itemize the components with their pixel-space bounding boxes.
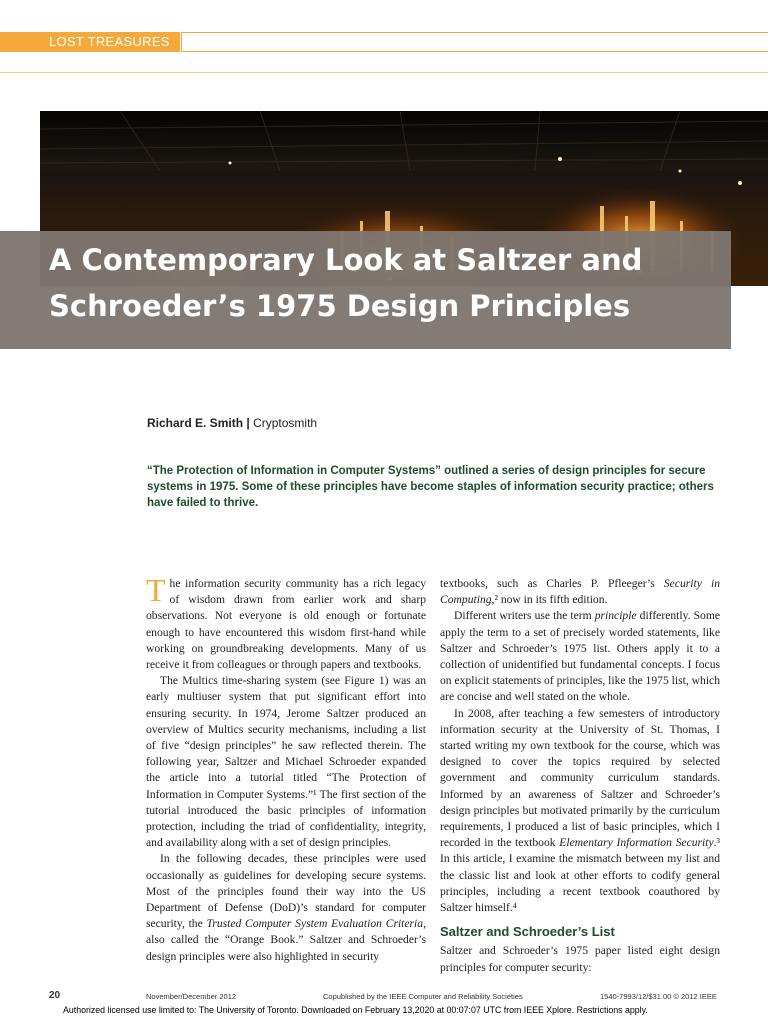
author-affiliation: Cryptosmith (253, 416, 318, 430)
license-notice: Authorized licensed use limited to: The University of Toronto. Downloaded on February 13,2020 at 00:07:07 UTC from IEEE Xplore. Restrictions apply. (63, 1005, 648, 1015)
body-column-right (440, 576, 720, 976)
issn-line: 1540-7993/12/$31.00 © 2012 IEEE (600, 992, 717, 1001)
header-rule (0, 72, 768, 73)
paragraph: textbooks, such as Charles P. Pfleeger’s Security in Computing,² now in its fifth edition. (440, 577, 720, 607)
author-separator: | (246, 416, 250, 430)
section-label: LOST TREASURES (0, 32, 180, 52)
section-rule (182, 32, 768, 33)
issue-date: November/December 2012 (146, 992, 237, 1001)
paragraph: Different writers use the term principle differently. Some apply the term to a set of precisely worded statements, like Saltzer and Schroeder’s 1975 list. Others apply it to a collection of unidentified but fundamental concepts. I focus on explicit statements of principles, like the 1975 list, which are concise and well stated on the whole. (440, 609, 720, 704)
section-rule (181, 32, 182, 52)
section-rule (182, 51, 768, 52)
paragraph: The information security community has a rich legacy of wisdom drawn from earlier work and sharp observations. Not everyone is old enough or fortunate enough to have encountered this wisdom first-hand while working on groundbreaking developments. Many of us receive it from colleagues or through papers and textbooks. (146, 572, 426, 672)
drop-cap: T (146, 572, 166, 608)
body-column-left (146, 572, 426, 965)
author-name: Richard E. Smith (147, 416, 244, 430)
title-line-1: A Contemporary Look at Saltzer and (49, 243, 643, 277)
page-number: 20 (49, 990, 61, 1001)
paragraph: Saltzer and Schroeder’s 1975 paper listed eight design principles for computer security: (440, 944, 720, 974)
author-line (147, 416, 317, 430)
paragraph: In 2008, after teaching a few semesters of introductory information security at the University of St. Thomas, I started writing my own textbook for the course, which was designed to cover the topics required by selected government and community curriculum standards. Informed by an awareness of Saltzer and Schroeder’s design principles but motivated primarily by the curriculum requirements, I produced a list of basic principles, which I recorded in the textbook Elementary Information Security.³ In this article, I examine the mismatch between my list and the classic list and look at other efforts to codify general principles, including a recent textbook coauthored by Saltzer himself.⁴ (440, 706, 720, 915)
section-heading: Saltzer and Schroeder’s List (440, 924, 615, 940)
section-header (0, 32, 768, 52)
paragraph: In the following decades, these principles were used occasionally as guidelines for developing secure systems. Most of the principles found their way into the US Department of Defense (DoD)’s standard for computer security, the Trusted Computer System Evaluation Criteria, also called the “Orange Book.” Saltzer and Schroeder’s design principles were also highlighted in security (146, 852, 426, 963)
page-footer (0, 991, 768, 1005)
article-title (49, 237, 729, 329)
abstract: “The Protection of Information in Computer Systems” outlined a series of design principles for secure systems in 1975. Some of these principles have become staples of information security practice; others have failed to thrive. (147, 465, 714, 509)
title-line-2: Schroeder’s 1975 Design Principles (49, 289, 631, 323)
paragraph: The Multics time-sharing system (see Figure 1) was an early multiuser system that put significant effort into ensuring security. In 1974, Jerome Saltzer produced an overview of Multics security mechanisms, including a list of five “design principles” he saw reflected therein. The following year, Saltzer and Michael Schroeder expanded the article into a tutorial titled “The Protection of Information in Computer Systems.”¹ The first section of the tutorial introduced the basic principles of information protection, including the triad of confidentiality, integrity, and availability along with a set of design principles. (146, 674, 426, 850)
publisher-line: Copublished by the IEEE Computer and Reliability Societies (323, 992, 523, 1001)
